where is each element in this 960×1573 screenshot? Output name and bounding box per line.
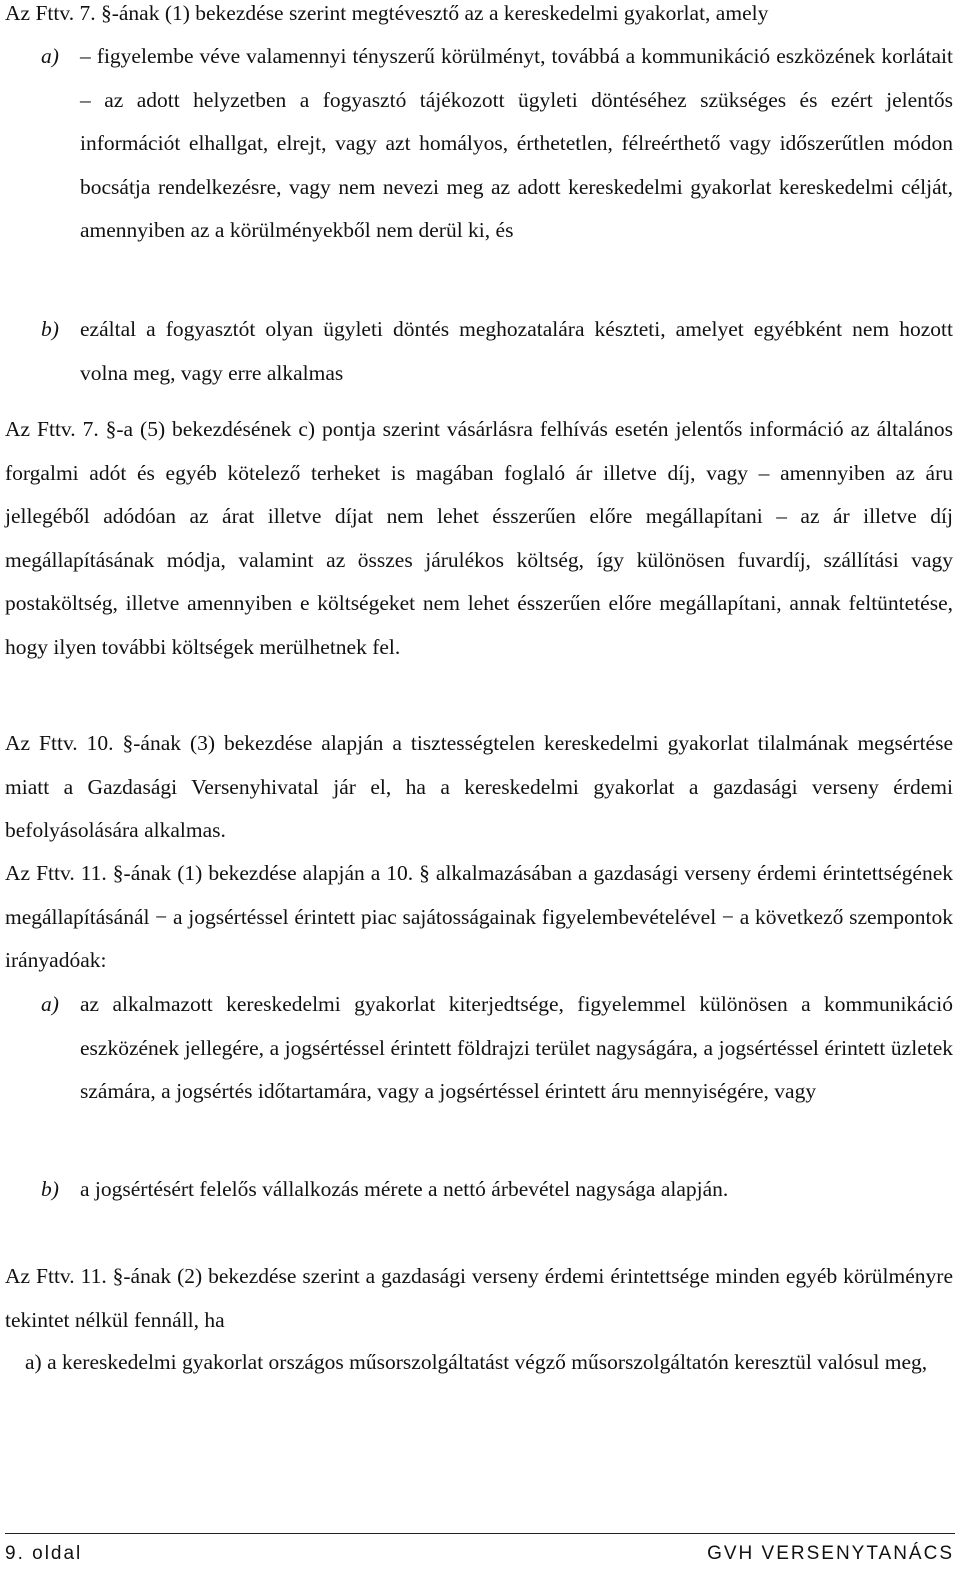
footer-divider [5, 1533, 955, 1534]
list-item-a [5, 35, 953, 253]
paragraph-11-1-intro: Az Fttv. 11. §-ának (1) bekezdése alapján a 10. § alkalmazásában a gazdasági verseny érdemi érintettségének megállapításánál − a jogsértéssel érintett piac sajátosságainak figyelembevételével − a következő szempontok irányadóak: [5, 861, 953, 972]
paragraph-7-5: Az Fttv. 7. §-a (5) bekezdésének c) pontja szerint vásárlásra felhívás esetén jelentős információ az általános forgalmi adót és egyéb kötelező terheket is magában foglaló ár illetve díj, vagy – amennyiben az áru jellegéből adódóan az árat illetve díjat nem lehet ésszerűen előre megállapítani – az ár illetve díj megállapításának módja, valamint az összes járulékos költség, így különösen fuvardíj, szállítási vagy postaköltség, illetve amennyiben e költségeket nem lehet ésszerűen előre megállapítani, annak feltüntetése, hogy ilyen további költségek merülhetnek fel. [5, 417, 953, 659]
list-label-a: a) [41, 44, 59, 68]
list-label-b: b) [41, 317, 59, 341]
paragraph-11-2-intro: Az Fttv. 11. §-ának (2) bekezdése szerint a gazdasági verseny érdemi érintettsége minden egyéb körülményre tekintet nélkül fennáll, ha [5, 1264, 953, 1332]
paragraph-7-1-intro: Az Fttv. 7. §-ának (1) bekezdése szerint megtévesztő az a kereskedelmi gyakorlat, amely [5, 1, 769, 25]
paragraph-10-3: Az Fttv. 10. §-ának (3) bekezdése alapján a tisztességtelen kereskedelmi gyakorlat tilalmának megsértése miatt a Gazdasági Versenyhivatal jár el, ha a kereskedelmi gyakorlat a gazdasági verseny érdemi befolyásolására alkalmas. [5, 731, 953, 842]
footer-organization: GVH VERSENYTANÁCS [707, 1543, 954, 1564]
list-item-11-b [5, 1168, 953, 1212]
list-text-11-b: a jogsértésért felelős vállalkozás mérete a nettó árbevétel nagysága alapján. [80, 1177, 729, 1201]
list-item-b [5, 308, 953, 395]
list-text-11-a: az alkalmazott kereskedelmi gyakorlat kiterjedtsége, figyelemmel különösen a kommunikáció eszközének jellegére, a jogsértéssel érintett földrajzi terület nagyságára, a jogsértéssel érintett üzletek számára, a jogsértés időtartamára, vagy a jogsértéssel érintett áru mennyiségére, vagy [80, 992, 953, 1103]
paragraph-11-2-a: a) a kereskedelmi gyakorlat országos műsorszolgáltatást végző műsorszolgáltatón keresztül valósul meg, [25, 1350, 928, 1374]
list-text-a: – figyelembe véve valamennyi tényszerű körülményt, továbbá a kommunikáció eszközének korlátait – az adott helyzetben a fogyasztó tájékozott ügyleti döntéséhez szükséges és ezért jelentős információt elhallgat, elrejt, vagy azt homályos, érthetetlen, félreérthető vagy időszerűtlen módon bocsátja rendelkezésre, vagy nem nevezi meg az adott kereskedelmi gyakorlat kereskedelmi célját, amennyiben az a körülményekből nem derül ki, és [80, 44, 953, 242]
footer-page-number: 9. oldal [5, 1543, 83, 1564]
list-label-11-b: b) [41, 1177, 59, 1201]
list-text-b: ezáltal a fogyasztót olyan ügyleti döntés meghozatalára készteti, amelyet egyébként nem hozott volna meg, vagy erre alkalmas [80, 317, 953, 385]
list-item-11-a [5, 983, 953, 1114]
list-label-11-a: a) [41, 992, 59, 1016]
